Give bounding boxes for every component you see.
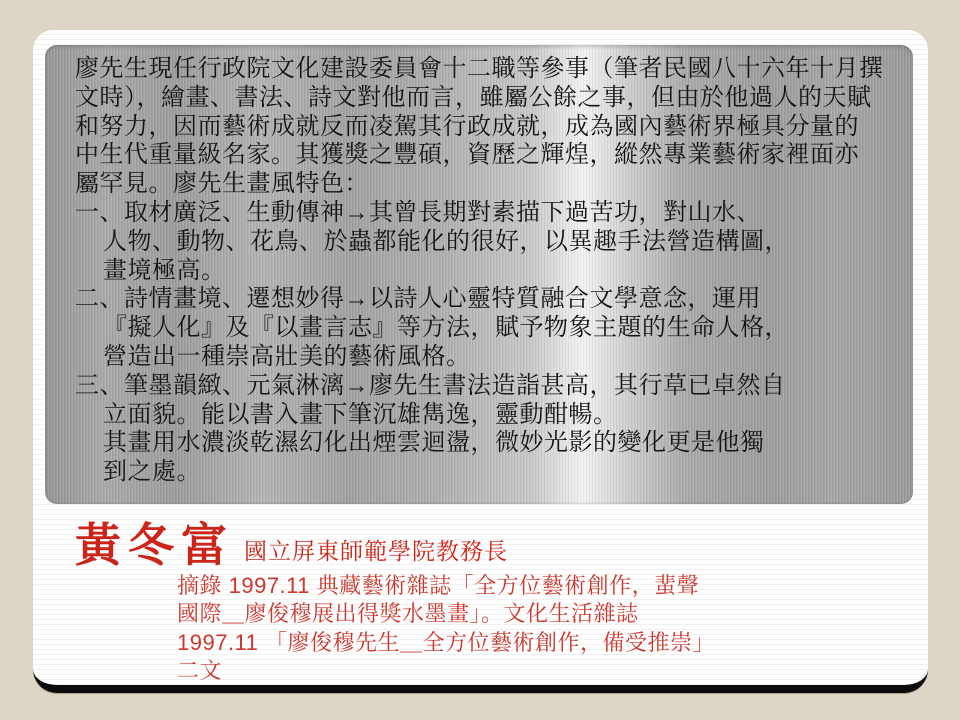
bio-line: 中生代重量級名家。其獲獎之豐碩，資歷之輝煌，縱然專業藝術家裡面亦 bbox=[75, 141, 859, 169]
citation-line: 二文 bbox=[177, 657, 223, 683]
feature-item-2: 二、詩情畫境、遷想妙得→以詩人心靈特質融合文學意念，運用 bbox=[75, 285, 761, 313]
slide-card bbox=[33, 30, 928, 693]
feature-item-1-cont: 人物、動物、花鳥、於蟲都能化的很好，以異趣手法營造構圖， bbox=[103, 227, 789, 255]
feature-item-1: 一、取材廣泛、生動傳神→其曾長期對素描下過苦功，對山水、 bbox=[75, 198, 761, 226]
feature-item-3-cont: 其畫用水濃淡乾濕幻化出煙雲迴盪，微妙光影的變化更是他獨 bbox=[103, 429, 765, 457]
bio-line: 文時），繪畫、書法、詩文對他而言，雖屬公餘之事，但由於他過人的天賦 bbox=[75, 83, 872, 111]
citation-line: 摘錄 1997.11 典藏藝術雜誌「全方位藝術創作，蜚聲 bbox=[177, 573, 700, 598]
author-name: 黃冬富 bbox=[75, 519, 234, 571]
biography-text-panel bbox=[45, 45, 913, 504]
bio-line: 屬罕見。廖先生畫風特色： bbox=[75, 170, 369, 198]
feature-item-2-cont: 營造出一種崇高壯美的藝術風格。 bbox=[103, 342, 471, 370]
citation-line: 1997.11 「廖俊穆先生＿全方位藝術創作，備受推崇」 bbox=[177, 629, 716, 655]
feature-item-1-cont: 畫境極高。 bbox=[103, 256, 226, 284]
citation-line: 國際＿廖俊穆展出得獎水墨畫」。文化生活雜誌 bbox=[177, 601, 639, 627]
feature-item-3-cont: 到之處。 bbox=[103, 458, 201, 486]
feature-item-3: 三、筆墨韻緻、元氣淋漓→廖先生書法造詣甚高，其行草已卓然自 bbox=[75, 371, 786, 399]
feature-item-2-cont: 『擬人化』及『以畫言志』等方法，賦予物象主題的生命人格， bbox=[103, 314, 789, 342]
bio-line: 和努力，因而藝術成就反而凌駕其行政成就，成為國內藝術界極具分量的 bbox=[75, 112, 859, 140]
citation-block bbox=[177, 572, 715, 685]
author-row bbox=[75, 510, 508, 570]
bio-line: 廖先生現任行政院文化建設委員會十二職等參事（筆者民國八十六年十月撰 bbox=[75, 55, 884, 82]
feature-item-3-cont: 立面貌。能以書入畫下筆沉雄雋逸，靈動酣暢。 bbox=[103, 400, 618, 428]
author-title: 國立屏東師範學院教務長 bbox=[244, 538, 508, 564]
